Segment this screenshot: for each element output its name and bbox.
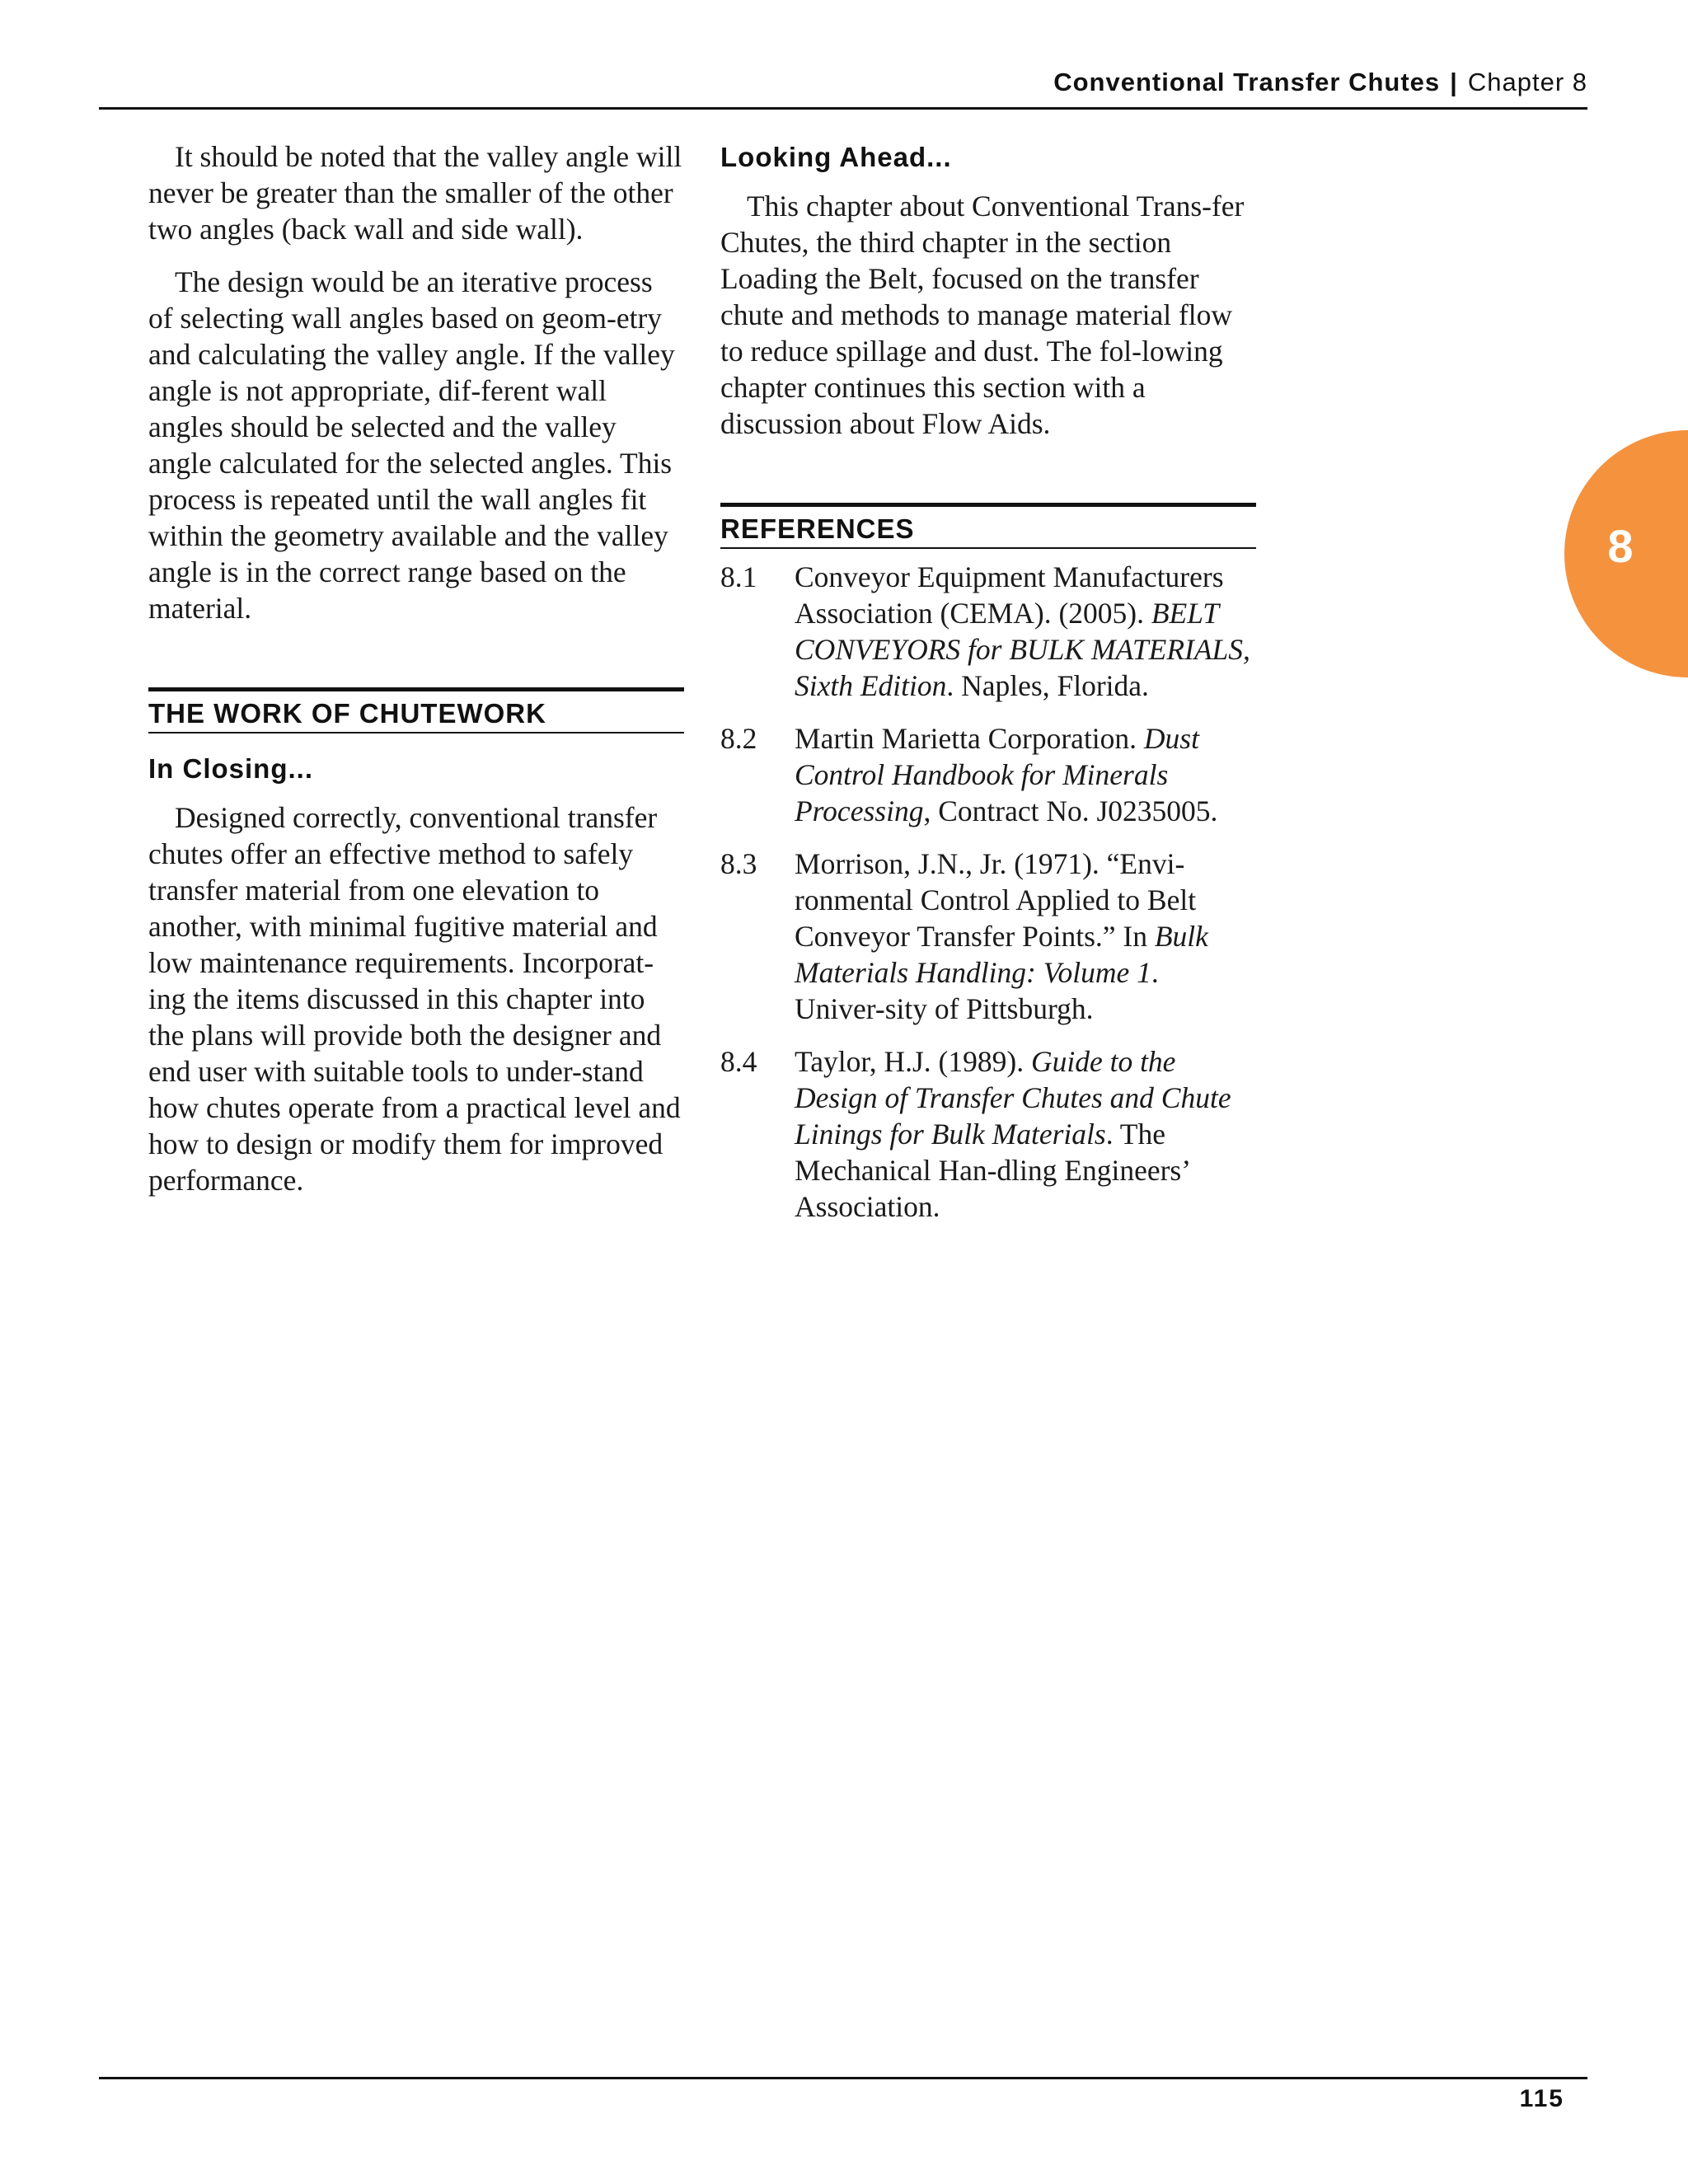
header-section-title: Conventional Transfer Chutes xyxy=(1053,68,1441,96)
reference-text-main: Taylor, H.J. (1989). xyxy=(795,1045,1031,1078)
reference-item xyxy=(720,720,1256,829)
reference-text-main: Morrison, J.N., Jr. (1971). “Envi-ronmental Control Applied to Belt Conveyor Transfer Points.” In xyxy=(795,847,1197,953)
section-heading-chutework: THE WORK OF CHUTEWORK xyxy=(148,687,684,733)
reference-number: 8.4 xyxy=(720,1045,757,1078)
reference-number: 8.2 xyxy=(720,722,757,755)
reference-text-main: Martin Marietta Corporation. xyxy=(795,722,1144,755)
reference-item xyxy=(720,846,1256,1027)
reference-text xyxy=(795,720,1256,829)
reference-item xyxy=(720,559,1256,704)
running-header xyxy=(99,68,1587,97)
references-list xyxy=(720,559,1256,1225)
paragraph-valley-angle: It should be noted that the valley angle will never be greater than the smaller of the other two angles (back wall and side wall). xyxy=(148,140,682,246)
reference-title-italic: BELT CONVEYORS for BULK MATERIALS, Sixth Edition xyxy=(795,597,1250,702)
header-chapter: Chapter 8 xyxy=(1467,68,1587,96)
page-number: 115 xyxy=(1519,2085,1564,2112)
reference-text xyxy=(795,846,1256,1027)
reference-text-tail: . The Mechanical Han-dling Engineers’ Association. xyxy=(795,1118,1189,1223)
reference-text-tail: , Contract No. J0235005. xyxy=(923,794,1218,827)
chapter-tab-number: 8 xyxy=(1607,520,1634,572)
reference-title-italic: Bulk Materials Handling: Volume 1 xyxy=(795,920,1208,989)
header-rule xyxy=(99,107,1587,110)
reference-number: 8.1 xyxy=(720,560,757,593)
header-separator: | xyxy=(1450,68,1458,96)
reference-text-tail: . Univer-sity of Pittsburgh. xyxy=(795,956,1159,1025)
section-heading-references: REFERENCES xyxy=(720,503,1256,549)
paragraph-iterative-design: The design would be an iterative process of selecting wall angles based on geom-etry and calculating the valley angle. If the valley angle is not appropriate, dif-ferent wall angles should be selected and the valley angle calculated for the selected angles. This process is repeated until the wall angles fit within the geometry available and the valley angle is in the correct range based on the material. xyxy=(148,265,675,625)
reference-text xyxy=(795,1043,1256,1225)
paragraph-looking-ahead: This chapter about Conventional Trans-fer Chutes, the third chapter in the section Loading the Belt, focused on the transfer chute and methods to manage material flow to reduce spillage and dust. The fol-lowing chapter continues this section with a discussion about Flow Aids. xyxy=(720,190,1245,440)
reference-text-main: Conveyor Equipment Manufacturers Association (CEMA). (2005). xyxy=(795,560,1224,630)
right-column xyxy=(720,138,1256,1225)
reference-text-tail: . Naples, Florida. xyxy=(946,669,1149,702)
paragraph-in-closing: Designed correctly, conventional transfer chutes offer an effective method to safely transfer material from one elevation to another, with minimal fugitive material and low maintenance requirements. Incorporat-ing the items discussed in this chapter into the plans will provide both the designer and end user with suitable tools to under-stand how chutes operate from a practical level and how to design or modify them for improved performance. xyxy=(148,801,681,1197)
reference-text xyxy=(795,559,1256,704)
left-column xyxy=(148,138,684,1198)
reference-title-italic: Dust Control Handbook for Minerals Processing xyxy=(795,722,1199,827)
subheading-in-closing: In Closing... xyxy=(148,753,313,784)
footer-rule xyxy=(99,2077,1587,2079)
reference-item xyxy=(720,1043,1256,1225)
reference-number: 8.3 xyxy=(720,847,757,880)
subheading-looking-ahead: Looking Ahead... xyxy=(720,142,952,172)
reference-title-italic: Guide to the Design of Transfer Chutes and Chute Linings for Bulk Materials xyxy=(795,1045,1231,1151)
